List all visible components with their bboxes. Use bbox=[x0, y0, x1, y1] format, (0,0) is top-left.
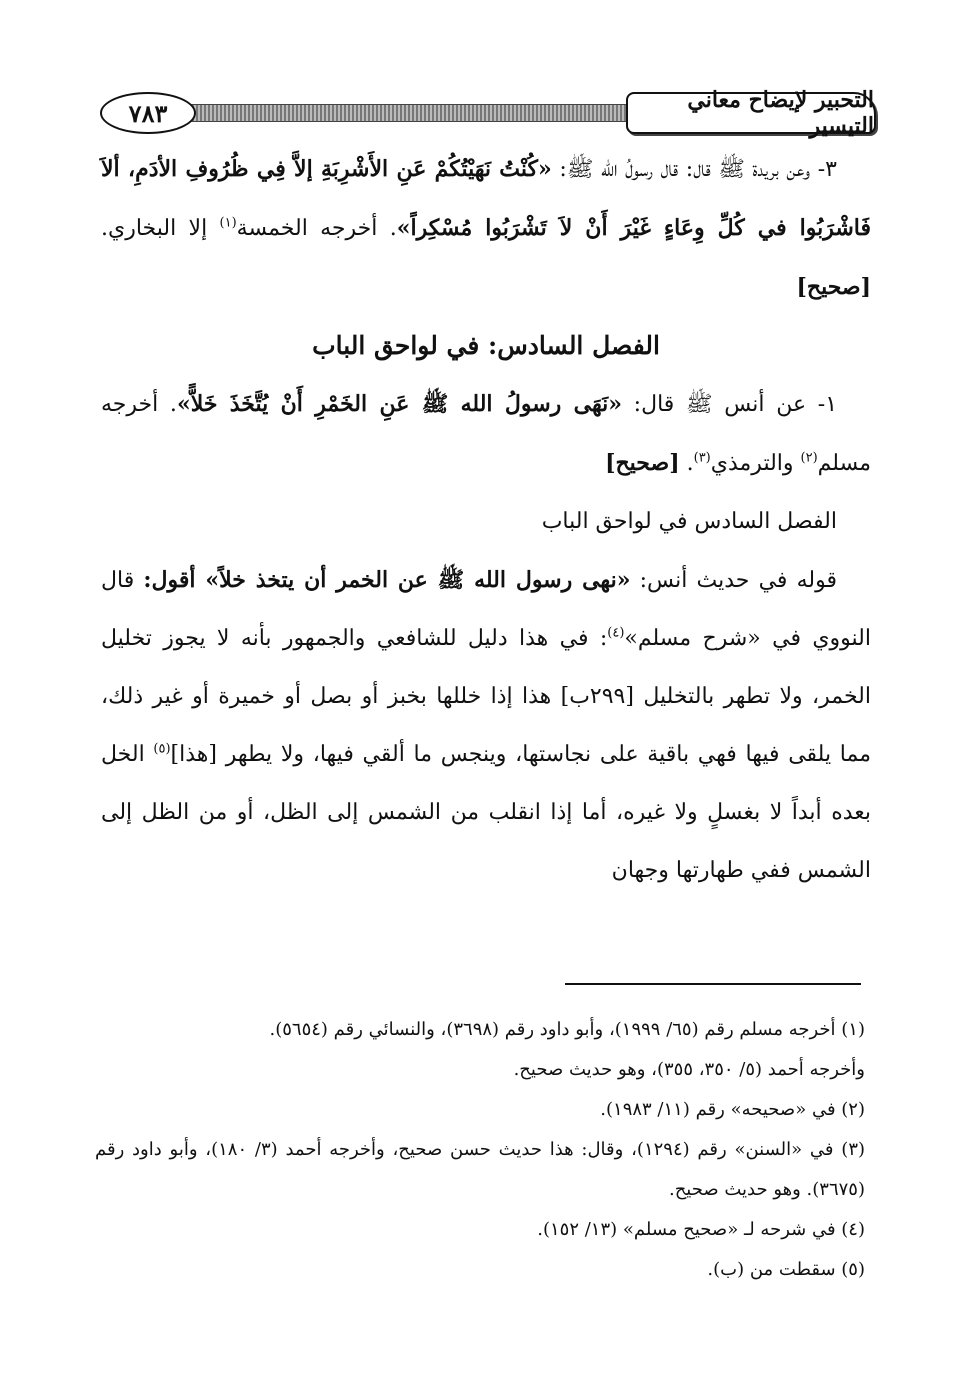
hadith-intro: ١- عن أنس ﷺ قال: bbox=[621, 392, 838, 417]
commentary-text: الخل بعده أبداً لا بغسلٍ ولا غيره، أما إذا انقلب من الشمس إلى الظل، أو من الظل إلى الشمس ففي طهارتها وجهان bbox=[101, 742, 871, 883]
footnote-4: (٤) في شرحه لـ «صحيح مسلم» (١٣/ ١٥٢). bbox=[537, 1219, 865, 1240]
footnote-1-cont: وأخرجه أحمد (٥/ ٣٥٠، ٣٥٥)، وهو حديث صحيح. bbox=[513, 1059, 865, 1080]
hadith-paragraph-1 bbox=[101, 375, 871, 493]
footnote-ref: (٤) bbox=[607, 625, 625, 641]
hadith-source-cont: والترمذي bbox=[710, 451, 801, 476]
commentary-heading: الفصل السادس في لواحق الباب bbox=[541, 509, 837, 534]
footnote-ref: (٣) bbox=[693, 450, 711, 466]
commentary-quote: «نهى رسول الله ﷺ عن الخمر أن يتخذ خلاً» bbox=[205, 567, 631, 593]
chapter-heading: الفصل السادس: في لواحق الباب bbox=[312, 331, 660, 360]
commentary-aqul: أقول: bbox=[143, 567, 206, 593]
header-rule bbox=[140, 104, 636, 122]
running-header bbox=[100, 87, 876, 139]
footnote-5: (٥) سقطت من (ب). bbox=[707, 1259, 865, 1280]
page-number: ٧٨٣ bbox=[100, 92, 196, 134]
hadith-intro: ٣- وعن بريدة ﷺ قال: قال رسولُ الله ﷺ: bbox=[551, 157, 837, 182]
footnote-3: (٣) في «السنن» رقم (١٢٩٤)، وقال: هذا حديث حسن صحيح، وأخرجه أحمد (٣/ ١٨٠)، وأبو داود رقم (٣٦٧٥). وهو حديث صحيح. bbox=[95, 1139, 866, 1200]
commentary-paragraph bbox=[101, 551, 871, 900]
hadith-source-end: . bbox=[679, 451, 694, 476]
hadith-source-cont: إلا البخاري. bbox=[101, 216, 220, 241]
hadith-paragraph-3 bbox=[101, 140, 871, 317]
book-title: التحبير لإيضاح معاني التيسير bbox=[626, 92, 876, 134]
commentary-text: قال النووي في «شرح مسلم» bbox=[101, 568, 871, 651]
footnote-2: (٢) في «صحيحه» رقم (١١/ ١٩٨٣). bbox=[600, 1099, 865, 1120]
hadith-source: . أخرجه الخمسة bbox=[236, 216, 397, 241]
footnote-1: (١) أخرجه مسلم رقم (٦٥/ ١٩٩٩)، وأبو داود رقم (٣٦٩٨)، والنسائي رقم (٥٦٥٤). bbox=[269, 1019, 865, 1040]
commentary-text: : في هذا دليل للشافعي والجمهور بأنه لا يجوز تخليل الخمر، ولا تطهر بالتخليل [٢٩٩ب] هذا إذا خللها بخبز أو بصل أو خميرة أو غير ذلك، مما يلقى فيها فهي باقية على نجاستها، وينجس ما ألقي فيها، ولا يطهر [هذا] bbox=[101, 626, 872, 767]
footnote-ref: (٢) bbox=[800, 450, 818, 466]
main-text bbox=[101, 140, 871, 900]
footnotes bbox=[95, 1010, 865, 1290]
commentary-lead: قوله في حديث أنس: bbox=[630, 568, 838, 593]
footnote-ref: (١) bbox=[219, 215, 237, 231]
footnote-separator bbox=[565, 983, 861, 985]
hadith-grade: [صحيح] bbox=[605, 450, 680, 476]
footnote-ref: (٥) bbox=[153, 741, 171, 757]
hadith-grade: [صحيح] bbox=[796, 274, 871, 300]
hadith-quote: «كُنْتُ نَهَيْتُكُمْ عَنِ الأَشْرِبَةِ إلاَّ فِي ظُرُوفِ الأدَمِ، ألاَ فَاشْرَبُوا في كُلِّ وِعَاءٍ غَيْرَ أَنْ لاَ تَشْرَبُوا مُسْكِراً» bbox=[101, 156, 871, 241]
hadith-quote: «نَهَى رسولُ الله ﷺ عَنِ الخَمْرِ أَنْ يُتَّخَذَ خَلاًّ» bbox=[176, 391, 622, 417]
hadith-source: . أخرجه مسلم bbox=[101, 392, 871, 476]
